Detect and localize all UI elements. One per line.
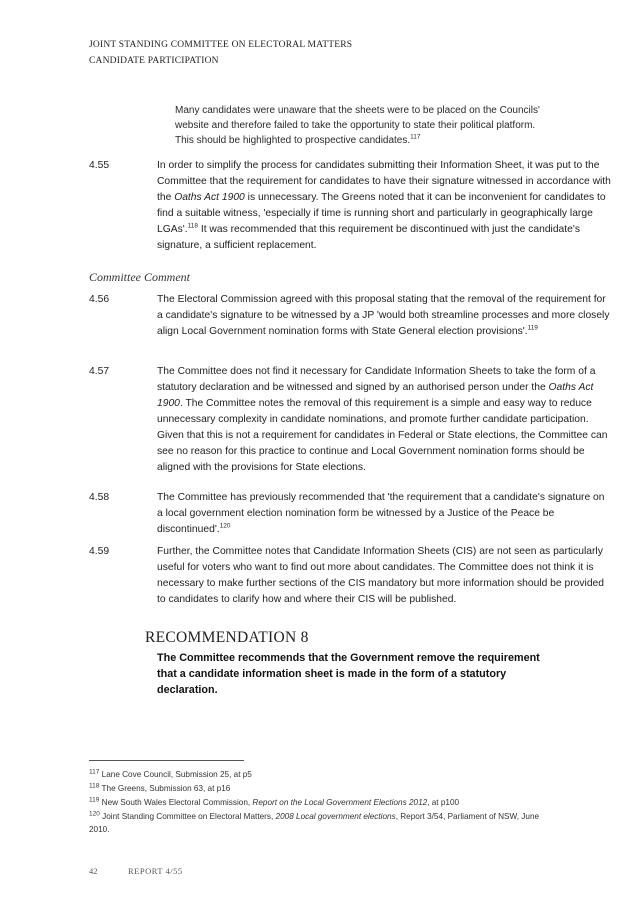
footnote-divider [89,760,244,761]
running-header-chapter: CANDIDATE PARTICIPATION [89,56,219,66]
footnote-report-title: 2008 Local government elections [275,812,396,821]
paragraph-text [157,292,612,340]
paragraph-number: 4.57 [89,366,110,377]
footnote-text: New South Wales Electoral Commission, [101,798,253,807]
paragraph-text [157,364,612,476]
footnote-text: , Report 3/54, Parliament of NSW, June 2010. [89,812,540,834]
footnote-text: Lane Cove Council, Submission 25, at p5 [101,770,252,779]
paragraph-text: Further, the Committee notes that Candidate Information Sheets (CIS) are not seen as particularly useful for voters who want to find out more about candidates. The Committee does not think it is necessary to make further sections of the CIS mandatory but more information should be provided to candidates to clarify how and where their CIS will be published. [157,546,604,605]
running-header-committee: JOINT STANDING COMMITTEE ON ELECTORAL MATTERS [89,40,353,50]
recommendation-title: RECOMMENDATION 8 [145,629,309,646]
recommendation-body: The Committee recommends that the Government remove the requirement that a candidate information sheet is made in the form of a statutory declaration. [157,652,540,696]
footnote-ref-118[interactable]: 118 [187,222,198,230]
act-title: Oaths Act 1900 [174,192,245,203]
paragraph-number: 4.59 [89,546,110,557]
paragraph-text-part: In order to simplify the process for candidates submitting their Information Sheet, it was put to the Committee that the requirement for candidates to have their signature witnessed in accordance with the [157,160,611,203]
quote-text: Many candidates were unaware that the sheets were to be placed on the Councils' website and therefore failed to take the opportunity to state their political platform. This should be highlighted to prospective candidates. [175,105,540,146]
paragraph-text-part: . The Committee notes the removal of this requirement is a simple and easy way to reduce unnecessary complexity in candidate nominations, and promote further candidate participation. Given that this is not a requirement for candidates in Federal or State elections, the Committee can see no reason for this practice to continue and Local Government nomination forms should be aligned with the provisions for State elections. [157,398,608,473]
paragraph-text-part: It was recommended that this requirement be discontinued with just the candidate's signature, a sufficient replacement. [157,224,580,251]
footnote-ref-119[interactable]: 119 [527,324,538,332]
footnote-118 [89,782,559,795]
footnote-ref-120[interactable]: 120 [219,522,231,530]
footnote-text: The Greens, Submission 63, at p16 [101,784,231,793]
footnote-text: Joint Standing Committee on Electoral Matters, [102,812,276,821]
paragraph-text-part: The Electoral Commission agreed with this proposal stating that the removal of the requirement for a candidate's signature to be witnessed by a JP 'would both streamline processes and more closely align Local Government nomination forms with State General election provisions'. [157,294,610,337]
footnote-text: , at p100 [427,798,460,807]
footnote-number: 120 [89,810,100,818]
footnote-120 [89,810,559,836]
footnote-number: 117 [89,768,100,776]
footnote-report-title: Report on the Local Government Elections 2012 [252,798,428,807]
section-subheading: Committee Comment [89,270,190,284]
footnote-ref-117[interactable]: 117 [410,133,421,141]
paragraph-number: 4.55 [89,160,110,171]
footnote-number: 119 [89,796,100,804]
footnote-119 [89,796,559,809]
paragraph-text [157,158,612,254]
paragraph-text-part: The Committee has previously recommended that 'the requirement that a candidate's signature on a local government election nomination form be witnessed by a Justice of the Peace be discontinued'. [157,492,605,535]
paragraph-number: 4.58 [89,492,110,503]
paragraph-text-part: is unnecessary. The Greens noted that it can be inconvenient for candidates to find a suitable witness, 'especially if time is running short and particularly in geographically large LGAs'. [157,192,606,235]
footnote-number: 118 [89,782,100,790]
paragraph-number: 4.56 [89,294,110,305]
paragraph-text-part: The Committee does not find it necessary for Candidate Information Sheets to take the form of a statutory declaration and be witnessed and signed by an authorised person under the [157,366,596,393]
paragraph-text [157,490,612,538]
report-number: REPORT 4/55 [128,866,183,876]
evidence-quote [175,103,550,148]
act-title: Oaths Act 1900 [157,382,594,409]
page-number: 42 [89,866,98,876]
footnote-117 [89,768,559,781]
